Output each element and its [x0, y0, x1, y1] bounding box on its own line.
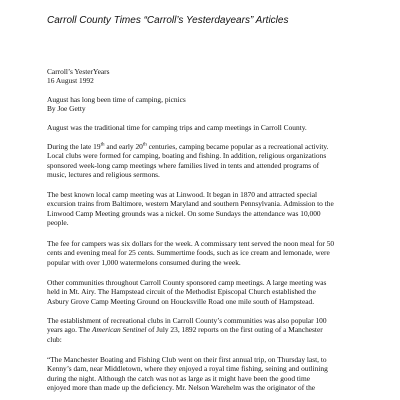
paragraph-7-line-1: “The Manchester Boating and Fishing Club went on their first annual trip, on Thursday last, to: [47, 355, 327, 364]
article-headline: August has long been time of camping, picnics: [47, 95, 186, 104]
p2-text-c: centuries, camping became popular as a recreational activity.: [146, 142, 329, 151]
paragraph-4-line-3: popular with over 1,000 watermelons consumed during the week.: [47, 257, 241, 267]
paragraph-2-line-4: music, lectures and religious sermons.: [47, 169, 160, 179]
paragraph-3: [47, 190, 377, 227]
newspaper-name: American Sentinel: [92, 325, 147, 335]
paragraph-7-line-2: Kenny’s dam, near Middletown, where they enjoyed a royal time fishing, seining and outlining: [47, 364, 328, 374]
paragraph-1-line-1: August was the traditional time for camping trips and camp meetings in Carroll County.: [47, 123, 307, 132]
paragraph-5-line-3: Asbury Grove Camp Meeting Ground on Houcksville Road one mile south of Hampstead.: [47, 296, 315, 306]
article-byline: By Joe Getty: [47, 104, 86, 114]
p2-sup-2: th: [142, 142, 147, 148]
paragraph-2: [47, 142, 377, 179]
paragraph-4: [47, 239, 377, 267]
paragraph-6: [47, 316, 377, 344]
paragraph-5-line-2: held in Mt. Airy. The Hampstead circuit of the Methodist Episcopal Church established the: [47, 287, 316, 297]
paragraph-7-line-4: enjoyed more than made up the deficiency. Mr. Nelson Warehelm was the originator of the: [47, 382, 316, 392]
paragraph-3-line-1: The best known local camp meeting was at Linwood. It began in 1870 and attracted special: [47, 190, 318, 199]
paragraph-6-line-1: The establishment of recreational clubs in Carroll County’s communities was also popular 100: [47, 316, 327, 325]
paragraph-5: [47, 278, 377, 306]
paragraph-2-line-2: Local clubs were formed for camping, boating and fishing. In addition, religious organizations: [47, 151, 327, 161]
p2-sup-1: th: [100, 142, 105, 148]
paragraph-7-line-3: during the night. Although the catch was not as large as it might have been the good time: [47, 373, 310, 383]
document-header-title: Carroll County Times “Carroll’s Yesterdayears” Articles: [47, 15, 289, 26]
paragraph-1: [47, 123, 377, 132]
paragraph-3-line-2: excursion trains from Baltimore, western Maryland and southern Pennsylvania. Admission to the: [47, 199, 334, 209]
p2-text-a: During the late 19: [47, 142, 101, 151]
p6-line-2-a: years ago. The: [47, 325, 93, 335]
paragraph-6-line-3: club:: [47, 334, 62, 344]
p6-line-2-b: of July 23, 1892 reports on the first outing of a Manchester: [146, 325, 323, 335]
paragraph-3-line-3: Linwood Camp Meeting grounds was a nickel. On some Sundays the attendance was 10,000: [47, 208, 321, 218]
article-date: 16 August 1992: [47, 76, 94, 86]
paragraph-2-line-1: [47, 142, 377, 151]
paragraph-3-line-4: people.: [47, 217, 69, 227]
paragraph-4-line-1: The fee for campers was six dollars for the week. A commissary tent served the noon meal for 50: [47, 239, 335, 248]
headline-block: [47, 95, 377, 114]
column-name: Carroll’s YesterYears: [47, 67, 110, 76]
paragraph-2-line-3: sponsored week-long camp meetings where families lived in tents and attended programs of: [47, 160, 320, 170]
p2-text-b: and early 20: [104, 142, 143, 151]
paragraph-5-line-1: Other communities throughout Carroll County sponsored camp meetings. A large meeting was: [47, 278, 327, 287]
column-name-block: [47, 67, 377, 86]
paragraph-6-line-2: [47, 325, 377, 334]
paragraph-7: [47, 355, 377, 392]
paragraph-4-line-2: cents and evening meal for 25 cents. Summertime foods, such as ice cream and lemonade, were: [47, 248, 330, 258]
